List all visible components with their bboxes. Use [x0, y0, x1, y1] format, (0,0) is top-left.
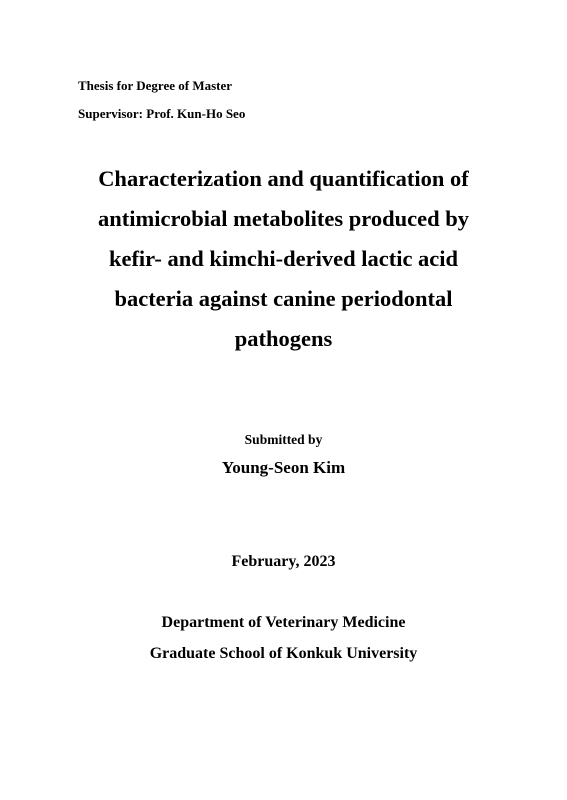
- thesis-title-line: pathogens: [234, 326, 333, 351]
- thesis-title-line: Characterization and quantification of: [98, 166, 469, 191]
- school-name: Graduate School of Konkuk University: [149, 645, 418, 662]
- thesis-title-line: antimicrobial metabolites produced by: [97, 206, 470, 231]
- thesis-title-line: bacteria against canine periodontal: [114, 286, 453, 311]
- degree-label: Thesis for Degree of Master: [78, 78, 233, 93]
- thesis-title-line: kefir- and kimchi-derived lactic acid: [108, 246, 459, 271]
- department-name: Department of Veterinary Medicine: [161, 614, 406, 631]
- author-name: Young-Seon Kim: [221, 458, 346, 477]
- submission-date: February, 2023: [231, 553, 336, 570]
- submitted-by-label: Submitted by: [244, 432, 323, 447]
- thesis-title: [0, 159, 567, 359]
- supervisor-label: Supervisor: Prof. Kun-Ho Seo: [78, 106, 246, 121]
